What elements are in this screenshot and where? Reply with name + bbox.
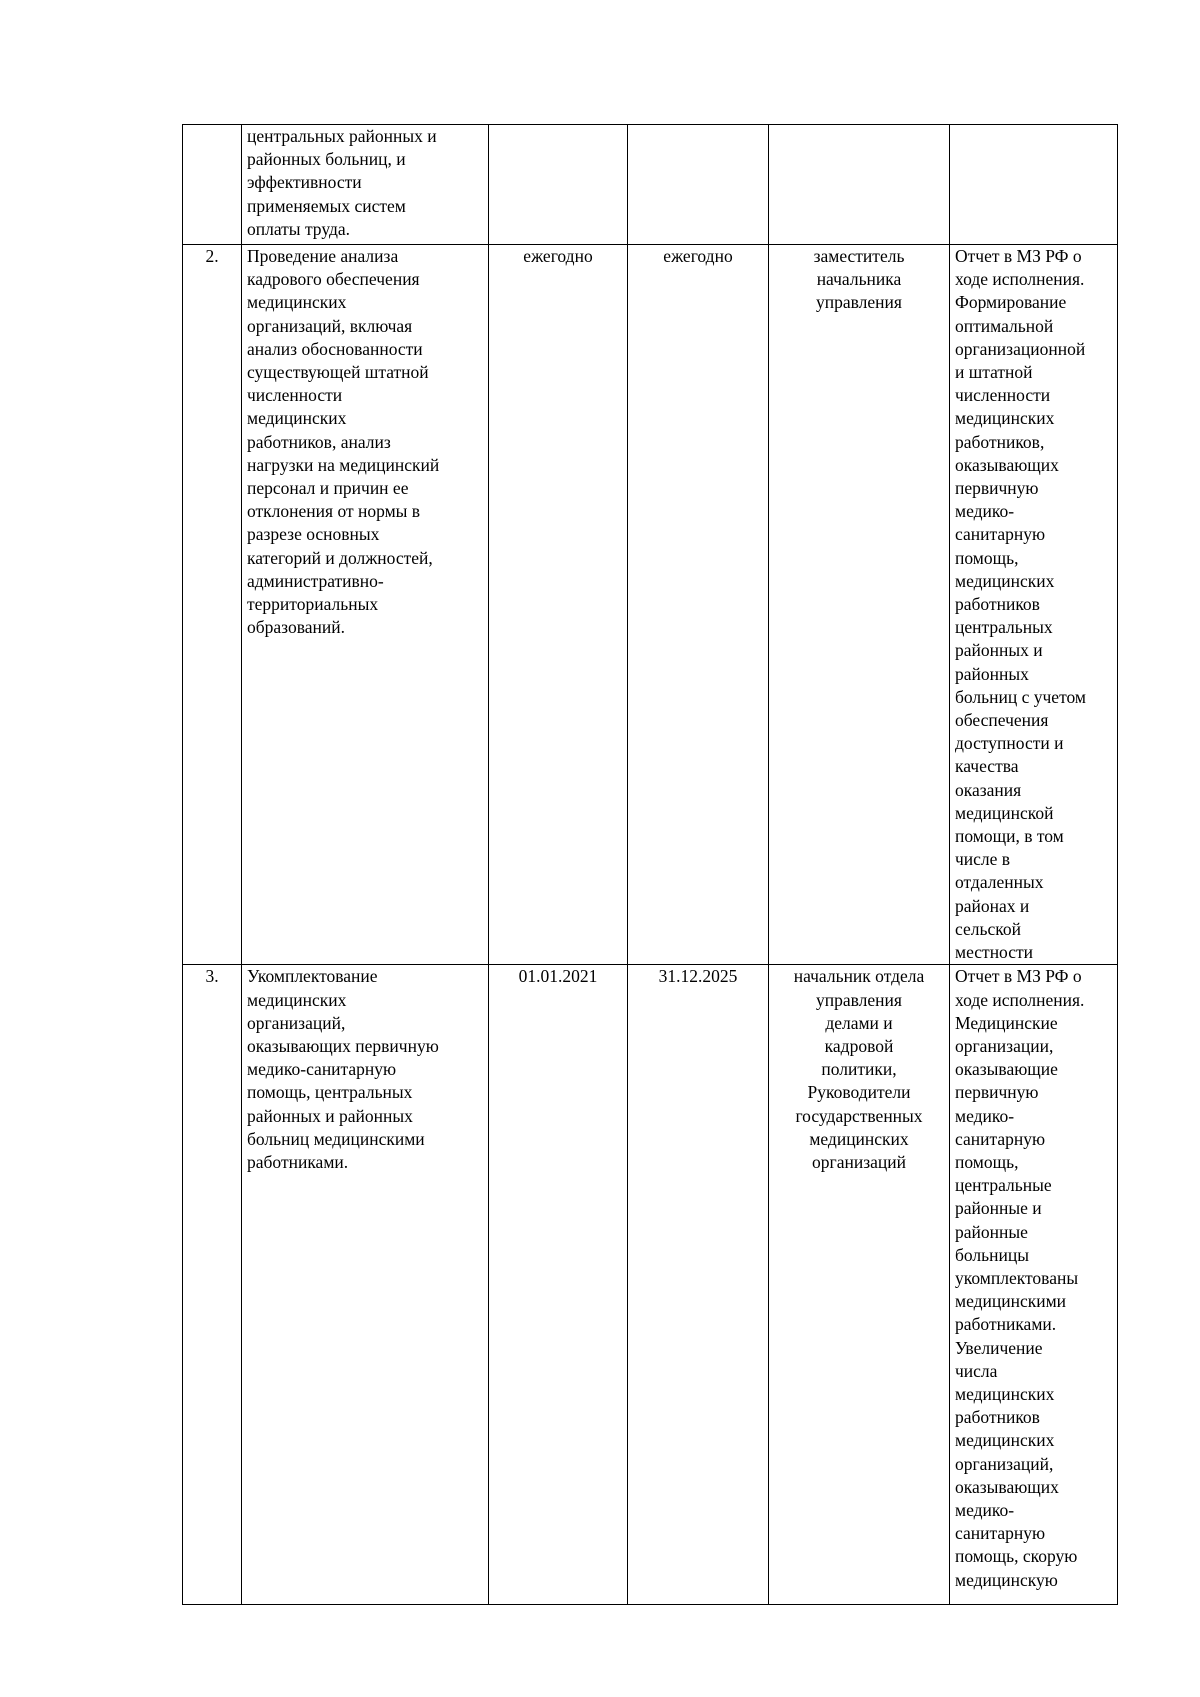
activity-plan-table xyxy=(182,124,1118,1605)
table-row xyxy=(183,965,1118,1605)
activity-text: Проведение анализа кадрового обеспечения медицинских организаций, включая анализ обоснованности существующей штатной численности медицинских работников, анализ нагрузки на медицинский персонал и причин ее отклонения от нормы в разрезе основных категорий и должностей, административно- территориальных образований. xyxy=(247,246,440,638)
activity-cell xyxy=(242,125,489,245)
responsible-cell xyxy=(769,125,950,245)
start-date-cell: ежегодно xyxy=(489,245,628,965)
result-cell: Отчет в МЗ РФ о ходе исполнения. Формирование оптимальной организационной и штатной численности медицинских работников, оказывающих первичную медико- санитарную помощь, медицинских работников центральных районных и районных больниц с учетом обеспечения доступности и качества оказания медицинской помощи, в том числе в отдаленных районах и сельской местности xyxy=(950,245,1118,965)
row-number-cell: 3. xyxy=(183,965,242,1605)
row-number-cell xyxy=(183,125,242,245)
start-date-cell xyxy=(489,125,628,245)
end-date-cell: ежегодно xyxy=(628,245,769,965)
responsible-cell: начальник отдела управления делами и кадровой политики, Руководители государственных медицинских организаций xyxy=(769,965,950,1605)
activity-cell xyxy=(242,965,489,1605)
end-date-cell: 31.12.2025 xyxy=(628,965,769,1605)
activity-text: Укомплектование медицинских организаций, оказывающих первичную медико-санитарную помощь, центральных районных и районных больниц медицинскими работниками. xyxy=(247,966,439,1172)
row-number-cell: 2. xyxy=(183,245,242,965)
activity-text: центральных районных и районных больниц, и эффективности применяемых систем оплаты труда. xyxy=(247,126,437,239)
result-cell: Отчет в МЗ РФ о ходе исполнения. Медицинские организации, оказывающие первичную медико- санитарную помощь, центральные районные и районные больницы укомплектованы медицинскими работниками. Увеличение числа медицинских работников медицинских организаций, оказывающих медико- санитарную помощь, скорую медицинскую xyxy=(950,965,1118,1605)
activity-cell xyxy=(242,245,489,965)
end-date-cell xyxy=(628,125,769,245)
start-date-cell: 01.01.2021 xyxy=(489,965,628,1605)
table-row xyxy=(183,245,1118,965)
table-row xyxy=(183,125,1118,245)
result-cell xyxy=(950,125,1118,245)
responsible-cell: заместитель начальника управления xyxy=(769,245,950,965)
